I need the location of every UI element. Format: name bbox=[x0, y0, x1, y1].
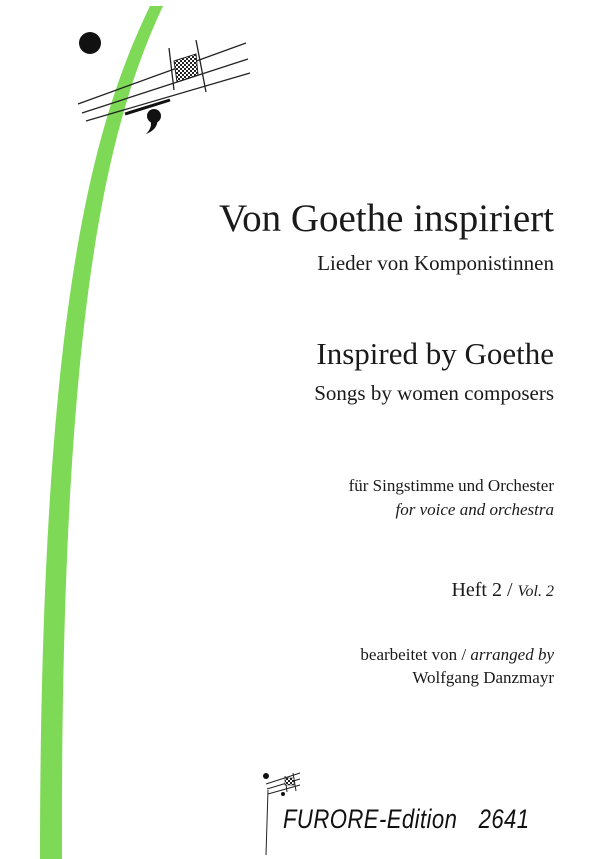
catalog-number: 2641 bbox=[478, 804, 530, 834]
publisher-imprint bbox=[283, 804, 530, 835]
title-english: Inspired by Goethe bbox=[316, 336, 554, 371]
arranged-by-line bbox=[360, 645, 554, 665]
scoring-english: for voice and orchestra bbox=[395, 500, 554, 519]
title-german: Von Goethe inspiriert bbox=[218, 197, 554, 240]
scoring-german: für Singstimme und Orchester bbox=[348, 476, 554, 495]
checkered-note-icon bbox=[174, 54, 198, 82]
arranged-separator: / bbox=[457, 645, 471, 664]
comma-note-icon bbox=[146, 109, 161, 134]
volume-english: Vol. 2 bbox=[517, 583, 554, 600]
volume-line bbox=[451, 579, 554, 602]
arranged-german: bearbeitet von bbox=[360, 645, 458, 664]
note-dot-icon bbox=[79, 32, 101, 54]
arranger-name: Wolfgang Danzmayr bbox=[412, 668, 554, 687]
subtitle-english: Songs by women composers bbox=[314, 381, 554, 405]
volume-separator: / bbox=[501, 579, 518, 601]
logo-comma-icon bbox=[281, 792, 285, 796]
staff-lines-icon bbox=[78, 40, 250, 121]
subtitle-german: Lieder von Komponistinnen bbox=[317, 251, 554, 275]
volume-german: Heft 2 bbox=[451, 579, 502, 601]
logo-checker-icon bbox=[285, 778, 294, 785]
publisher-name: FURORE-Edition bbox=[283, 804, 458, 834]
green-stem-shape bbox=[40, 6, 163, 859]
arranged-english: arranged by bbox=[470, 645, 554, 664]
logo-dot-icon bbox=[263, 773, 269, 779]
